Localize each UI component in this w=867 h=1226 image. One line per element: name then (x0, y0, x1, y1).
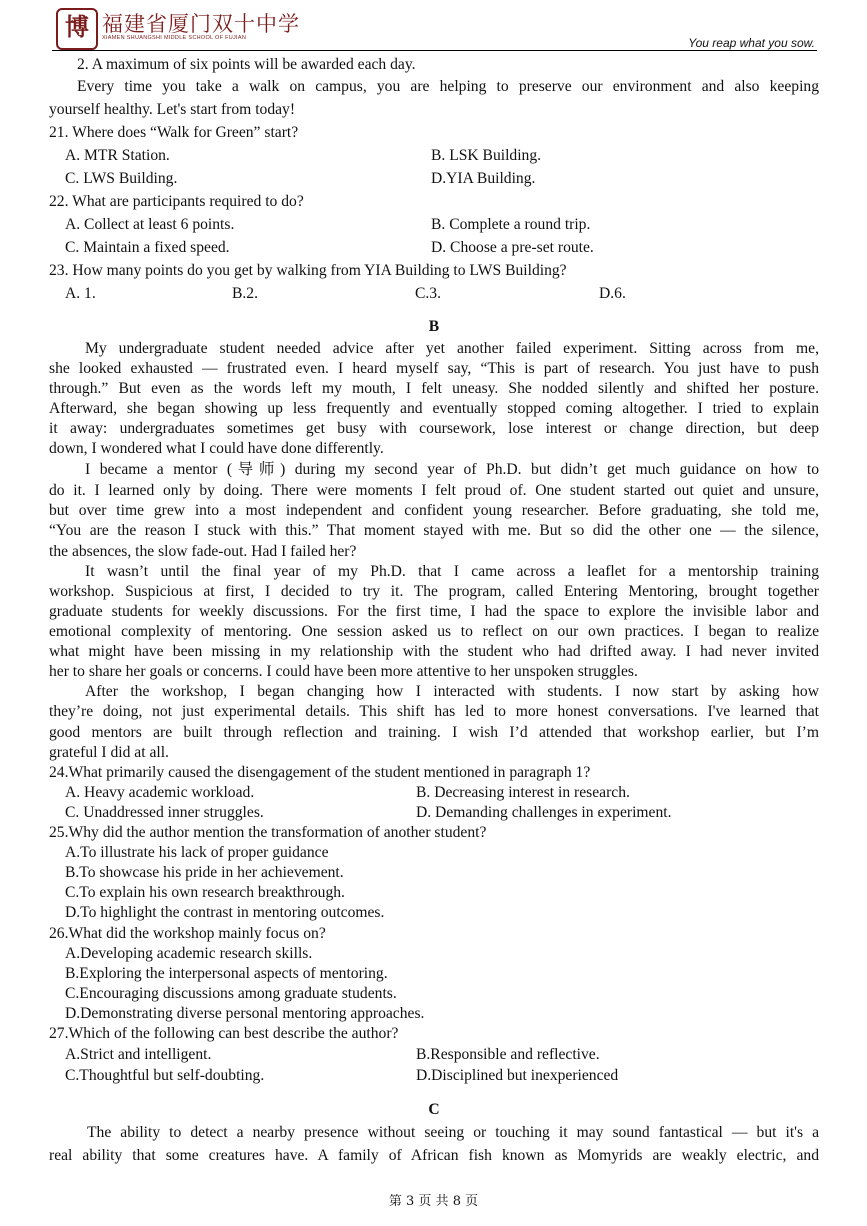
question-27-option-a: A.Strict and intelligent. (65, 1046, 212, 1063)
passage-b-line: grateful I did at all. (49, 744, 169, 761)
question-22-stem: 22. What are participants required to do? (49, 193, 304, 210)
question-26-option-a: A.Developing academic research skills. (65, 945, 313, 962)
intro-line: yourself healthy. Let's start from today! (49, 101, 296, 118)
question-22-option-b: B. Complete a round trip. (431, 216, 591, 233)
question-24-option-c: C. Unaddressed inner struggles. (65, 804, 264, 821)
question-24-stem: 24.What primarily caused the disengagement of the student mentioned in paragraph 1? (49, 764, 591, 781)
passage-c-line: The ability to detect a nearby presence without seeing or touching it may sound fantastical — but it's a (87, 1124, 819, 1141)
question-22-option-d: D. Choose a pre-set route. (431, 239, 594, 256)
passage-c-line: real ability that some creatures have. A family of African fish known as Momyrids are weakly electric, and (49, 1147, 819, 1164)
question-21-option-b: B. LSK Building. (431, 147, 542, 164)
passage-b-line: My undergraduate student needed advice after yet another failed experiment. Sitting across from me, (85, 340, 819, 357)
question-23-stem: 23. How many points do you get by walking from YIA Building to LWS Building? (49, 262, 567, 279)
question-24-option-d: D. Demanding challenges in experiment. (416, 804, 672, 821)
passage-b-line: but over time grew into a most independent and confident young researcher. Before graduating, she told me, (49, 502, 819, 519)
passage-b-line: Afterward, she began showing up less frequently and eventually stopped coming altogether. I tried to explain (49, 400, 819, 417)
question-26-option-c: C.Encouraging discussions among graduate students. (65, 985, 397, 1002)
school-logo-icon: 博 (56, 8, 98, 50)
passage-b-line: good mentors are built through reflection and training. I wish I’d attended that workshop earlier, but I’m (49, 724, 819, 741)
passage-b-line: workshop. Suspicious at first, I decided to try it. The program, called Entering Mentoring, brought together (49, 583, 819, 600)
intro-line: Every time you take a walk on campus, you are helping to preserve our environment and also keeping (77, 78, 819, 95)
school-name-chinese: 福建省厦门双十中学 (102, 12, 300, 36)
question-27-stem: 27.Which of the following can best describe the author? (49, 1025, 399, 1042)
question-25-stem: 25.Why did the author mention the transformation of another student? (49, 824, 487, 841)
passage-b-line: the absences, the slow fade-out. Had I failed her? (49, 543, 357, 560)
school-name-english: XIAMEN SHUANGSHI MIDDLE SCHOOL OF FUJIAN (102, 35, 247, 41)
question-26-option-d: D.Demonstrating diverse personal mentoring approaches. (65, 1005, 425, 1022)
question-22-option-c: C. Maintain a fixed speed. (65, 239, 230, 256)
passage-b-line: her to share her goals or concerns. I could have been more attentive to her unspoken struggles. (49, 663, 638, 680)
question-26-option-b: B.Exploring the interpersonal aspects of mentoring. (65, 965, 388, 982)
passage-b-line: It wasn’t until the final year of my Ph.D. that I came across a leaflet for a mentorship training (85, 563, 819, 580)
passage-b-line: do it. I learned only by doing. There were moments I felt proud of. One student started out quiet and unsure, (49, 482, 819, 499)
question-25-option-d: D.To highlight the contrast in mentoring outcomes. (65, 904, 385, 921)
passage-b-line: After the workshop, I began changing how I interacted with students. I now start by asking how (85, 683, 819, 700)
question-23-option-a: A. 1. (65, 285, 96, 302)
section-b-heading: B (428, 318, 440, 335)
passage-b-line: it away: undergraduates sometimes get busy with coursework, lose interest or change direction, but deep (49, 420, 819, 437)
question-24-option-b: B. Decreasing interest in research. (416, 784, 630, 801)
question-25-option-b: B.To showcase his pride in her achievement. (65, 864, 344, 881)
passage-b-line: she looked exhausted — frustrated even. I heard myself say, “This is part of research. You just have to push (49, 360, 819, 377)
passage-b-line: they’re doing, not just experimental details. This shift has led to more honest conversations. I've learned that (49, 703, 819, 720)
passage-b-line: through.” But even as the words left my mouth, I felt uneasy. She nodded silently and shifted her posture. (49, 380, 819, 397)
question-23-option-c: C.3. (415, 285, 441, 302)
question-21-stem: 21. Where does “Walk for Green” start? (49, 124, 299, 141)
section-c-heading: C (428, 1101, 440, 1118)
passage-b-line: what might have been missing in my relationship with the student who had drifted away. I had never invited (49, 643, 819, 660)
question-25-option-c: C.To explain his own research breakthrough. (65, 884, 345, 901)
passage-b-line: graduate students for weekly discussions. For the first time, I had the space to explore the invisible labor and (49, 603, 819, 620)
passage-b-line: “You are the reason I stuck with this.” That moment stayed with me. But so did the other one — the silence, (49, 522, 819, 539)
passage-b-line: down, I wondered what I could have done differently. (49, 440, 384, 457)
passage-b-line: I became a mentor (导师) during my second year of Ph.D. but didn’t get much guidance on how to (85, 461, 819, 478)
passage-b-line: emotional complexity of mentoring. One session asked us to reflect on our own practices. I began to realize (49, 623, 819, 640)
question-23-option-b: B.2. (232, 285, 258, 302)
header-rule (52, 50, 817, 51)
question-22-option-a: A. Collect at least 6 points. (65, 216, 235, 233)
question-27-option-d: D.Disciplined but inexperienced (416, 1067, 619, 1084)
question-26-stem: 26.What did the workshop mainly focus on? (49, 925, 326, 942)
question-27-option-c: C.Thoughtful but self-doubting. (65, 1067, 265, 1084)
question-21-option-d: D.YIA Building. (431, 170, 536, 187)
question-25-option-a: A.To illustrate his lack of proper guidance (65, 844, 329, 861)
question-21-option-a: A. MTR Station. (65, 147, 170, 164)
question-27-option-b: B.Responsible and reflective. (416, 1046, 600, 1063)
question-23-option-d: D.6. (599, 285, 626, 302)
rule-item: 2. A maximum of six points will be awarded each day. (77, 56, 416, 73)
question-21-option-c: C. LWS Building. (65, 170, 178, 187)
page-header (52, 6, 817, 50)
page-number: 第 3 页 共 8 页 (388, 1194, 479, 1209)
school-motto: You reap what you sow. (688, 36, 815, 50)
question-24-option-a: A. Heavy academic workload. (65, 784, 255, 801)
